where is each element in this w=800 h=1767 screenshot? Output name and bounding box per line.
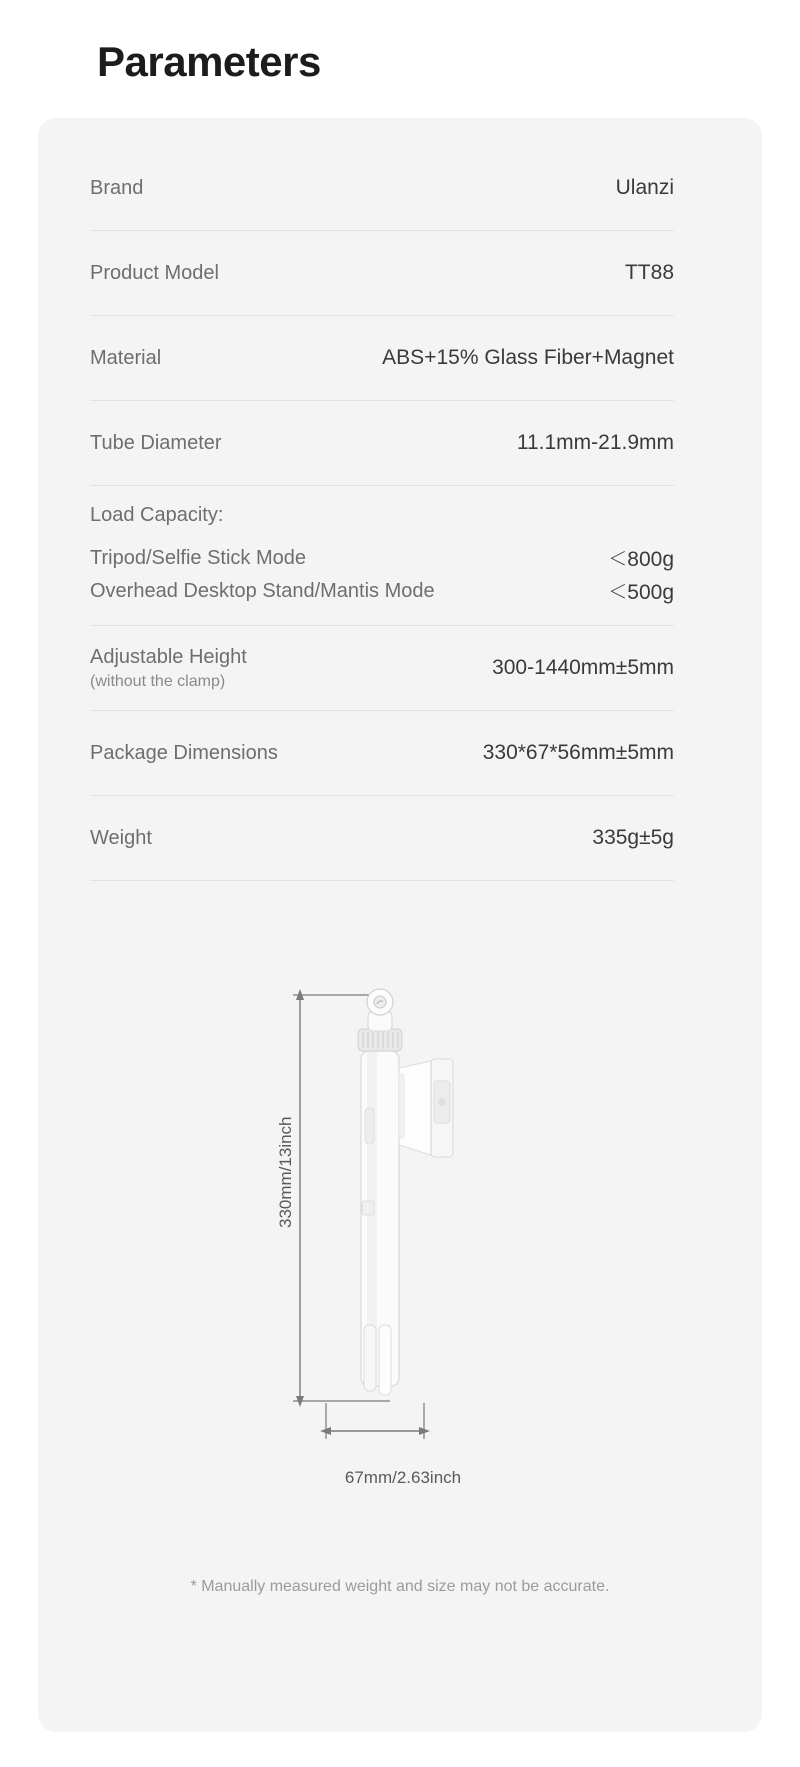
less-than-symbol: ＜ — [608, 549, 628, 570]
spec-label: Tube Diameter — [90, 432, 222, 454]
spec-label: Weight — [90, 827, 152, 849]
load-capacity-value — [608, 578, 674, 605]
spec-label: Package Dimensions — [90, 742, 278, 764]
spec-value: ABS+15% Glass Fiber+Magnet — [382, 346, 674, 369]
table-row — [90, 796, 674, 881]
spec-label-sub: (without the clamp) — [90, 672, 226, 690]
spec-label — [90, 644, 247, 693]
load-capacity-number: 800g — [627, 548, 674, 571]
spec-value: 11.1mm-21.9mm — [516, 431, 674, 454]
spec-label: Brand — [90, 177, 144, 199]
spec-label-main: Adjustable Height — [90, 645, 247, 668]
table-row — [90, 231, 674, 316]
footnote: * Manually measured weight and size may not be accurate. — [190, 1578, 610, 1595]
load-capacity-value — [608, 545, 674, 572]
load-capacity-number: 500g — [627, 581, 674, 604]
spec-value: 335g±5g — [592, 826, 674, 849]
less-than-symbol: ＜ — [608, 582, 628, 603]
table-row — [90, 146, 674, 231]
spec-label: Product Model — [90, 262, 219, 284]
load-capacity-block — [90, 486, 674, 626]
spec-value: 300-1440mm±5mm — [492, 656, 674, 679]
vertical-dimension-label: 330mm/13inch — [276, 1116, 295, 1228]
spec-label: Material — [90, 347, 162, 369]
spec-table — [90, 146, 674, 881]
page-title: Parameters — [97, 38, 321, 85]
load-capacity-row — [90, 545, 674, 572]
product-dimension-diagram — [38, 973, 762, 1533]
horizontal-dimension-label: 67mm/2.63inch — [344, 1468, 462, 1487]
load-capacity-row — [90, 578, 674, 605]
table-row — [90, 711, 674, 796]
spec-value: Ulanzi — [615, 176, 674, 199]
spec-card — [38, 118, 762, 1732]
table-row — [90, 316, 674, 401]
spec-value: TT88 — [624, 261, 674, 284]
spec-value: 330*67*56mm±5mm — [482, 741, 674, 764]
table-row — [90, 626, 674, 711]
tripod-diagram-svg — [38, 973, 762, 1533]
load-capacity-title: Load Capacity: — [90, 504, 224, 526]
load-capacity-mode: Overhead Desktop Stand/Mantis Mode — [90, 580, 435, 602]
table-row — [90, 401, 674, 486]
load-capacity-mode: Tripod/Selfie Stick Mode — [90, 547, 307, 569]
